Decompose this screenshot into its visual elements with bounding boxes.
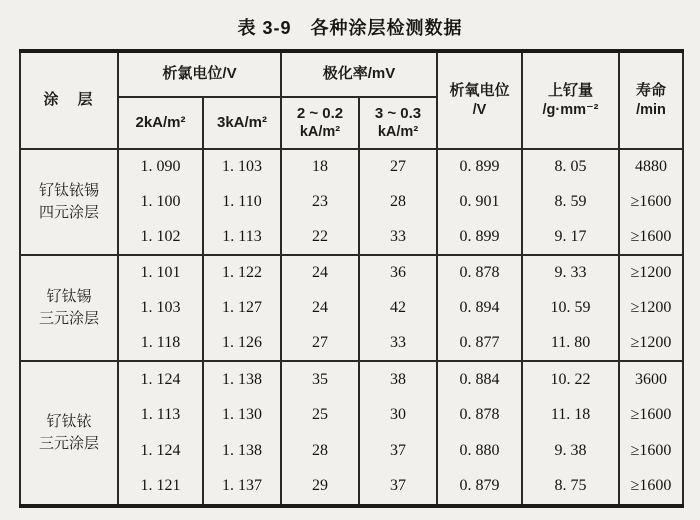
cell-value: 23 (312, 192, 328, 210)
cell-value: ≥1600 (630, 441, 672, 459)
cell-value: ≥1600 (630, 406, 672, 424)
cell-value: 0. 879 (459, 477, 500, 495)
coating-group-row (20, 255, 683, 361)
header-range2-line2: kA/m² (299, 124, 341, 141)
cell-value: 9. 17 (554, 227, 587, 245)
cell-value: 1. 102 (140, 227, 181, 245)
coating-name-line: 钌钛铱锡 (38, 181, 99, 199)
header-chlorine-potential: 析氯电位/V (118, 51, 281, 97)
cell-value: 1. 103 (140, 298, 181, 316)
data-cell (359, 149, 437, 255)
header-lifetime (619, 51, 683, 149)
cell-value: 0. 878 (459, 406, 500, 424)
cell-value: 28 (312, 441, 328, 459)
data-cell (619, 361, 683, 506)
cell-value: 33 (390, 227, 406, 245)
cell-value: 8. 75 (554, 477, 587, 495)
data-cell (619, 149, 683, 255)
cell-value: 18 (312, 158, 328, 176)
cell-value: ≥1200 (630, 264, 672, 282)
cell-value: 9. 38 (554, 441, 587, 459)
cell-value: 38 (390, 370, 406, 388)
cell-value: 1. 138 (222, 370, 262, 388)
coatings-data-table (19, 49, 684, 508)
header-loading-line1: 上钌量 (548, 82, 594, 100)
cell-value: 35 (312, 370, 328, 388)
cell-value: 29 (312, 477, 328, 495)
cell-value: 1. 103 (222, 158, 262, 176)
data-cell (437, 255, 522, 361)
coating-name-line: 三元涂层 (38, 310, 99, 327)
cell-value: ≥1600 (630, 192, 672, 210)
cell-value: 1. 118 (140, 333, 181, 351)
cell-value: 10. 22 (550, 370, 591, 388)
cell-value: 10. 59 (550, 298, 591, 316)
cell-value: 1. 113 (140, 406, 181, 424)
header-current-2ka: 2kA/m² (118, 97, 203, 149)
cell-value: 8. 05 (554, 158, 587, 176)
cell-value: 0. 899 (459, 158, 500, 176)
data-cell (281, 361, 359, 506)
cell-value: 1. 101 (140, 264, 181, 282)
header-range3-line1: 3 ~ 0.3 (374, 104, 422, 122)
header-life-line1: 寿命 (636, 82, 667, 100)
coating-group-row (20, 149, 683, 255)
header-loading-line2: /g·mm⁻² (542, 101, 599, 118)
cell-value: ≥1200 (630, 333, 672, 351)
cell-value: 1. 124 (140, 370, 181, 388)
cell-value: 22 (312, 227, 328, 245)
data-cell (522, 255, 619, 361)
header-oxygen-line1: 析氧电位 (449, 82, 510, 100)
cell-value: 28 (390, 192, 406, 210)
coating-name-line: 钌钛锡 (46, 287, 92, 305)
header-range2-line1: 2 ~ 0.2 (296, 104, 344, 122)
data-cell (203, 149, 281, 255)
cell-value: 1. 124 (140, 441, 181, 459)
cell-value: 1. 122 (222, 264, 262, 282)
cell-value: 1. 138 (222, 441, 262, 459)
cell-value: 24 (312, 264, 328, 282)
data-cell (359, 255, 437, 361)
cell-value: 27 (312, 333, 328, 351)
cell-value: 24 (312, 298, 328, 316)
cell-value: 0. 899 (459, 227, 500, 245)
data-cell (359, 361, 437, 506)
table-header (20, 51, 683, 149)
data-cell (203, 255, 281, 361)
cell-value: 1. 090 (140, 158, 181, 176)
cell-value: 1. 121 (140, 477, 181, 495)
header-life-line2: /min (636, 101, 666, 118)
cell-value: ≥1200 (630, 298, 672, 316)
coating-name-line: 四元涂层 (38, 204, 99, 221)
data-cell (118, 255, 203, 361)
header-ru-loading (522, 51, 619, 149)
data-cell (437, 361, 522, 506)
table-body (20, 149, 683, 506)
header-range3-line2: kA/m² (377, 124, 419, 141)
coating-name-line: 钌钛铱 (46, 412, 92, 430)
coating-name-line: 三元涂层 (38, 435, 99, 452)
data-cell (437, 149, 522, 255)
cell-value: 0. 884 (459, 370, 500, 388)
table-title: 表 3-9 各种涂层检测数据 (237, 18, 463, 38)
cell-value: 27 (390, 158, 406, 176)
data-cell (281, 149, 359, 255)
header-polarization-rate: 极化率/mV (281, 51, 437, 97)
cell-value: 42 (390, 298, 406, 316)
cell-value: 1. 127 (222, 298, 262, 316)
data-cell (118, 361, 203, 506)
cell-value: 9. 33 (554, 264, 587, 282)
cell-value: 1. 126 (222, 333, 262, 351)
coating-name (20, 361, 118, 506)
data-cell (118, 149, 203, 255)
coating-name (20, 149, 118, 255)
header-current-3ka: 3kA/m² (203, 97, 281, 149)
cell-value: 0. 878 (459, 264, 500, 282)
cell-value: ≥1600 (630, 227, 672, 245)
cell-value: 1. 100 (140, 192, 181, 210)
header-range-2 (281, 97, 359, 149)
cell-value: 0. 880 (459, 441, 500, 459)
cell-value: 11. 18 (550, 406, 591, 424)
coating-group-row (20, 361, 683, 506)
cell-value: ≥1600 (630, 477, 672, 495)
cell-value: 30 (390, 406, 406, 424)
cell-value: 0. 894 (459, 298, 500, 316)
cell-value: 4880 (635, 158, 668, 176)
data-cell (619, 255, 683, 361)
header-coating: 涂 层 (20, 51, 118, 149)
cell-value: 37 (390, 441, 406, 459)
cell-value: 11. 80 (550, 333, 591, 351)
data-cell (522, 149, 619, 255)
header-range-3 (359, 97, 437, 149)
cell-value: 0. 901 (459, 192, 500, 210)
cell-value: 3600 (635, 370, 668, 388)
data-cell (281, 255, 359, 361)
cell-value: 25 (312, 406, 328, 424)
coating-name (20, 255, 118, 361)
cell-value: 1. 130 (222, 406, 262, 424)
cell-value: 1. 110 (222, 192, 262, 210)
header-oxygen-potential (437, 51, 522, 149)
data-cell (522, 361, 619, 506)
cell-value: 33 (390, 333, 406, 351)
cell-value: 8. 59 (554, 192, 587, 210)
cell-value: 1. 113 (222, 227, 262, 245)
cell-value: 37 (390, 477, 406, 495)
cell-value: 36 (390, 264, 406, 282)
header-oxygen-line2: /V (472, 101, 487, 118)
data-cell (203, 361, 281, 506)
cell-value: 1. 137 (222, 477, 262, 495)
cell-value: 0. 877 (459, 333, 500, 351)
